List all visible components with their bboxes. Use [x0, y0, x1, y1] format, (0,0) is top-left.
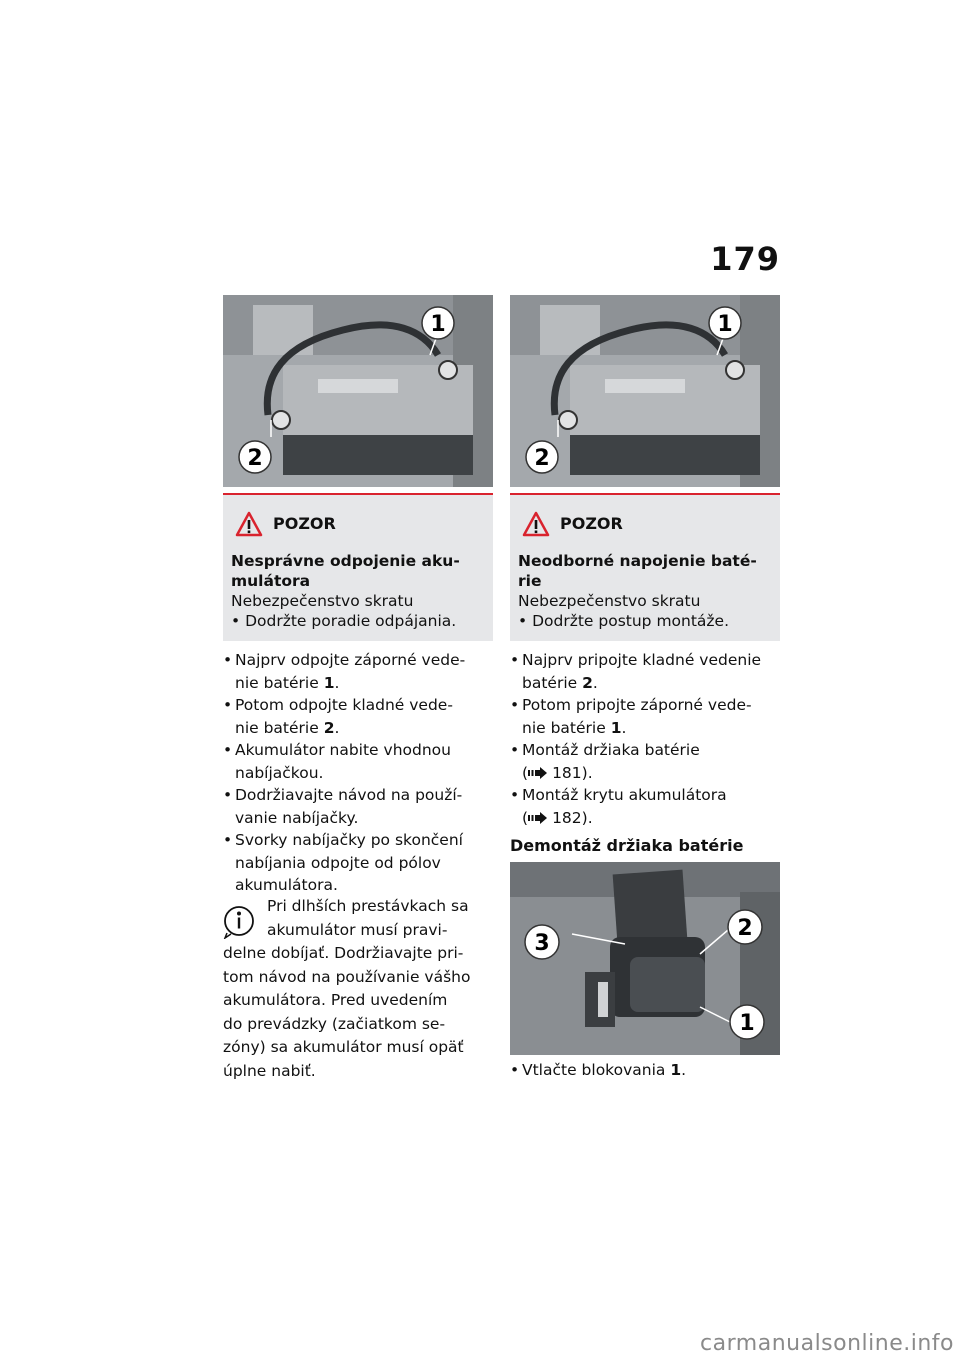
list-item: • Montáž krytu akumulátora ( 182).: [510, 784, 782, 829]
photo-label-2: 2: [534, 446, 550, 471]
watermark: carmanualsonline.info: [700, 1331, 954, 1356]
warning-box-right: [510, 493, 780, 641]
photo-label-1: 1: [717, 312, 733, 337]
photo-label-1: 1: [430, 312, 446, 337]
note-line: zóny) sa akumulátor musí opäť: [223, 1038, 464, 1056]
page-reference[interactable]: 181: [552, 763, 582, 782]
steps-list-left: [223, 649, 495, 897]
steps-list-right: [510, 649, 782, 829]
page-reference-arrow-icon: [528, 767, 548, 779]
list-item: • Potom pripojte záporné vede- nie batérie 1.: [510, 694, 782, 739]
warning-triangle-icon: [522, 511, 550, 537]
warning-action: • Dodržte poradie odpájania.: [231, 612, 457, 630]
list-item: • Montáž držiaka batérie ( 181).: [510, 739, 782, 784]
info-icon: [223, 903, 255, 939]
warning-signal-word: POZOR: [560, 514, 623, 533]
photo-label-2: 2: [737, 916, 753, 941]
list-item: • Najprv odpojte záporné vede- nie batérie 1.: [223, 649, 495, 694]
warning-title: Neodborné napojenie baté- rie: [518, 552, 757, 590]
battery-photo-disconnect: [223, 295, 493, 487]
battery-holder-photo: [510, 862, 780, 1055]
list-item: • Vtlačte blokovania 1.: [510, 1059, 782, 1082]
photo-label-2: 2: [247, 446, 263, 471]
list-item: • Svorky nabíjačky po skončení nabíjania odpojte od pólov akumulátora.: [223, 829, 495, 897]
page-number: 179: [710, 240, 780, 278]
warning-signal-word: POZOR: [273, 514, 336, 533]
photo-label-1: 1: [739, 1011, 755, 1036]
photo-label-3: 3: [534, 931, 550, 956]
info-note: [223, 895, 493, 1083]
note-line: akumulátor musí pravi-: [267, 920, 448, 939]
page-reference[interactable]: 182: [552, 808, 582, 827]
page-reference-arrow-icon: [528, 812, 548, 824]
note-line: akumulátora. Pred uvedením: [223, 991, 448, 1009]
note-line: do prevádzky (začiatkom se-: [223, 1014, 446, 1033]
warning-triangle-icon: [235, 511, 263, 537]
battery-photo-connect: [510, 295, 780, 487]
note-line: tom návod na používanie vášho: [223, 967, 471, 986]
note-line: úplne nabiť.: [223, 1061, 316, 1080]
steps-list-final: [510, 1059, 782, 1082]
list-item: • Akumulátor nabite vhodnou nabíjačkou.: [223, 739, 495, 784]
warning-title: Nesprávne odpojenie aku- mulátora: [231, 552, 460, 590]
list-item: • Potom odpojte kladné vede- nie batérie 2.: [223, 694, 495, 739]
list-item: • Najprv pripojte kladné vedenie batérie 2.: [510, 649, 782, 694]
note-line: delne dobíjať. Dodržiavajte pri-: [223, 944, 464, 962]
list-item: • Dodržiavajte návod na použí- vanie nabíjačky.: [223, 784, 495, 829]
warning-hazard: Nebezpečenstvo skratu: [518, 592, 701, 610]
note-line: Pri dlhších prestávkach sa: [267, 897, 469, 915]
warning-hazard: Nebezpečenstvo skratu: [231, 592, 414, 610]
warning-box-left: [223, 493, 493, 641]
warning-action: • Dodržte postup montáže.: [518, 612, 730, 630]
section-heading: Demontáž držiaka batérie: [510, 836, 744, 855]
